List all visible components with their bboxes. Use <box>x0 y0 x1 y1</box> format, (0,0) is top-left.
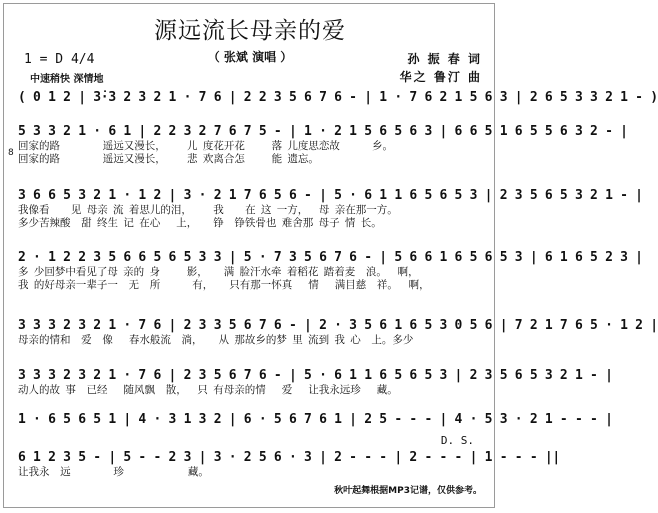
score-system-5 <box>18 318 658 347</box>
segno-marker: 8 <box>8 148 14 158</box>
score-system-2 <box>18 124 628 166</box>
lyricist-credit: 孙 振 春 词 <box>407 52 482 66</box>
notation-line: 1 · 6 5 6 5 1 | 4 · 3 1 3 2 | 6 · 5 6 7 6 1 | 2 5 - - - | 4 · 5 3 · 2 1 - - - | <box>18 412 613 427</box>
lyric-line: 我像看 见 母亲 流 着思儿的泪， 我 在 这 一方， 母 亲在那一方。 <box>18 204 398 216</box>
lyric-line: 回家的路 遥远又漫长， 悲 欢离合怎 能 遗忘。 <box>18 153 319 165</box>
notation-line: 5 3 3 2 1 · 6 1 | 2 2 3 2 7 6 7 5 - | 1 · 2 1 5 6 5 6 3 | 6 6 5 1 6 5 5 6 3 2 - | <box>18 124 628 139</box>
notation-line: 3 3 3 2 3 2 1 · 7 6 | 2 3 3 5 6 7 6 - | 2 · 3 5 6 1 6 5 3 0 5 6 | 7 2 1 7 6 5 · 1 2 | <box>18 318 658 333</box>
lyric-line: 多 少回梦中看见了母 亲的 身 影， 满 脸汗水牵 着稻花 踏着麦 浪。 啊， <box>18 266 419 278</box>
lyric-line: 让我永 远 珍 藏。 <box>18 466 209 478</box>
score-system-8 <box>18 450 560 479</box>
lyric-line: 母亲的情和 爱 像 春水般流 淌， 从 那故乡的梦 里 流到 我 心 上。多少 <box>18 334 414 346</box>
notation-line: ( 0 1 2 | 3̇·3 2 3 2 1 · 7 6 | 2 2 3 5 6 7 6 - | 1 · 7 6 2 1 5 6 3 | 2 6 5 3 3 2 1 - ) <box>18 90 658 105</box>
lyric-line: 多少苦辣酸 甜 终生 记 在心 上， 铮 铮铁骨也 难舍那 母子 情 长。 <box>18 217 382 229</box>
transcription-note: 秋叶起舞根据MP3记谱，仅供参考。 <box>334 486 482 496</box>
notation-line: 6 1 2 3 5 - | 5 - - 2 3 | 3 · 2 5 6 · 3 | 2 - - - | 2 - - - | 1 - - - || <box>18 450 560 465</box>
notation-line: 3 3 3 2 3 2 1 · 7 6 | 2 3 5 6 7 6 - | 5 · 6 1 1 6 5 6 5 3 | 2 3 5 6 5 3 2 1 - | <box>18 368 613 383</box>
lyric-line: 回家的路 遥远又漫长， 儿 度花开花 落 儿度思恋故 乡。 <box>18 140 393 152</box>
score-system-3 <box>18 188 643 230</box>
score-system-1 <box>18 90 658 106</box>
notation-line: 2 · 1 2 2 3 5 6 6 5 6 5 3 3 | 5 · 7 3 5 6 7 6 - | 5 6 6 1 6 5 6 5 3 | 6 1 6 5 2 3 | <box>18 250 643 265</box>
singer-credit: （ 张斌 演唱 ） <box>207 50 293 64</box>
lyric-line: 动人的故 事 已经 随风飘 散， 只 有母亲的情 爱 让我永远珍 藏。 <box>18 384 398 396</box>
composer-credit: 华之 鲁汀 曲 <box>399 70 482 84</box>
notation-line: 3 6 6 5 3 2 1 · 1 2 | 3 · 2 1 7 6 5 6 - | 5 · 6 1 1 6 5 6 5 3 | 2 3 5 6 5 3 2 1 - | <box>18 188 643 203</box>
song-title: 源远流长母亲的爱 <box>154 18 346 44</box>
score-system-4 <box>18 250 643 292</box>
ds-mark: D. S. <box>440 434 474 447</box>
lyric-line: 我 的好母亲一辈子一 无 所 有， 只有那一怀真 情 满目慈 祥。 啊， <box>18 279 430 291</box>
tempo-marking: 中速稍快 深情地 <box>30 74 104 85</box>
key-signature: 1 = D 4/4 <box>24 52 95 67</box>
score-system-7 <box>18 412 613 428</box>
score-system-6 <box>18 368 613 397</box>
